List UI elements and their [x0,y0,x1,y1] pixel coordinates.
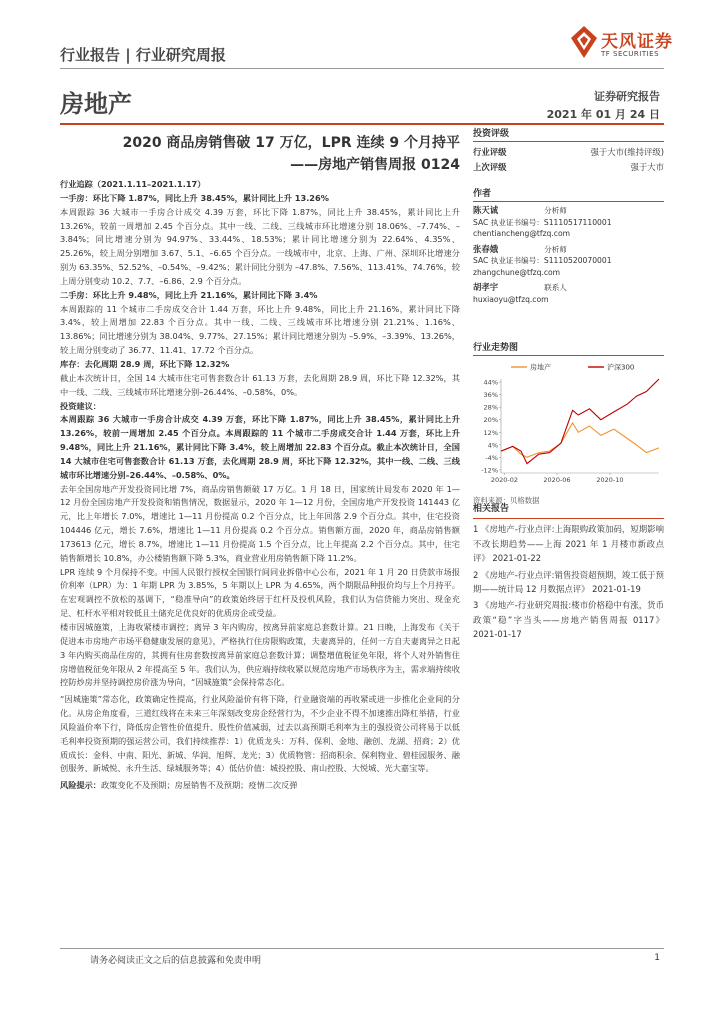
author-email[interactable]: zhangchune@tfzq.com [473,267,561,277]
logo-mark-icon [571,26,597,58]
section-heading: 行业追踪（2021.1.11–2021.1.17） [60,179,206,189]
paragraph: 楼市因城施策，上海收紧楼市调控；离异 3 年内购房，按离异前家庭总套数计算。21 日晚，上海发布《关于促进本市房地产市场平稳健康发展的意见》，严格执行住房限购政策，夫妻离异的，任何一方自夫妻离异之日起 3 年内购买商品住房的，其拥有住房套数按离异前家庭总套数计算；调整增值税征免年限，将个人对外销售住房增值税征免年限从 2 年提高至 5 年。我们认为，供应端持续收紧以规范房地产市场秩序为主，需求端持续收控防炒房并坚持调控房价涨为导向，“因城施策”会保持常态化。 [60,622,460,688]
trend-chart-panel [473,340,664,506]
page-number: 1 [654,953,660,963]
related-report-item[interactable] [473,522,664,565]
report-date: 2021 年 01 月 24 日 [546,108,660,121]
last-rating-value: 强于大市 [630,162,664,172]
author-entry [473,244,664,279]
header-divider [60,68,664,69]
report-subtitle: ——房地产销售周报 0124 [290,157,460,173]
related-report-title[interactable]: 2 《房地产-行业点评:销售投资超预期，竣工低于预期——统计局 12 月数据点评》 [473,569,664,595]
author-entry [473,205,664,240]
author-role: 分析师 [544,206,567,215]
related-report-title[interactable]: 1 《房地产-行业点评:上海限购政策加码，短期影响不改长期趋势——上海 2021 年 1 月楼市新政点评》 [473,524,664,564]
rating-panel [473,126,664,175]
section-heading: 投资建议： [60,400,101,411]
authors-heading: 作者 [473,186,664,202]
series-line [501,379,659,464]
report-type-label: 行业报告 | 行业研究周报 [60,46,226,64]
related-reports-panel [473,502,664,644]
x-tick-label: 2020-06 [543,476,571,484]
paragraph: LPR 连续 9 个月保持不变。中国人民银行授权全国银行间同业拆借中心公布，2021 年 1 月 20 日贷款市场报价利率（LPR）为：1 年期 LPR 为 3.85%，5 年期以上 LPR 为 4.65%，两个期限品种报价均与上个月持平。在宏观调控不放松的基调下，“稳准导向”的政策始终居于红杆及投机风险，我们认为信贷能力突出、现金充足、杠杆水平相对较低且土储充足优良好的优质房企或受益。 [60,566,460,619]
author-name: 张春娥 [473,243,499,254]
y-tick-label: 4% [487,441,498,450]
paragraph-bold: 本周跟踪 36 大城市一手房合计成交 4.39 万套，环比下降 1.87%，同比上升 38.45%，累计同比上升 13.26%，较前一周增加 2.45 个百分点。本周跟踪的 11 个城市二手房成交合计 1.44 万套，环比上升 9.48%，同比上升 21.16%，累计同比下降 3.4%，较上周增加 22.83 个百分点。截止本次统计日，全国 14 大城市住宅可售套数合计 61.13 万套，去化周期 28.9 周，环比下降 12.32%，其中一线、二线、三线城市环比增速分别–26.44%、–0.58%、0%。 [60,414,460,480]
section-subheading: 库存：去化周期 28.9 周，环比下降 12.32% [60,358,230,369]
section-subheading: 二手房：环比上升 9.48%，同比上升 21.16%，累计同比下降 3.4% [60,289,318,300]
y-tick-label: 44% [483,378,498,387]
y-tick-label: -12% [481,466,498,475]
logo-english-name: TF SECURITIES [601,50,660,58]
report-title: 2020 商品房销售破 17 万亿，LPR 连续 9 个月持平 [122,135,460,151]
rating-heading: 投资评级 [473,126,664,142]
y-tick-label: 20% [483,416,498,425]
related-report-date: 2021-01-22 [492,553,542,564]
author-name: 陈天诚 [473,205,499,215]
author-email[interactable]: chentiancheng@tfzq.com [473,229,571,238]
risk-label: 风险提示： [60,780,101,791]
rating-row [473,145,664,160]
section-subheading: 一手房：环比下降 1.87%，同比上升 38.45%，累计同比上升 13.26% [60,192,329,203]
author-sac: SAC 执业证书编号：S1110520070001 [473,256,612,265]
rating-label: 行业评级 [473,147,507,157]
author-entry [473,282,664,305]
y-tick-label: 28% [483,403,498,412]
author-email[interactable]: huxiaoyu@tfzq.com [473,294,549,304]
related-report-item[interactable] [473,568,664,597]
y-tick-label: 12% [483,428,498,437]
legend-label: 房地产 [530,363,551,372]
footer-disclaimer: 请务必阅读正文之后的信息披露和免责申明 [90,956,262,966]
series-line [501,423,659,457]
author-role: 联系人 [544,283,567,292]
rating-value: 强于大市(维持评级) [590,147,664,157]
report-kind: 证券研究报告 [594,90,660,103]
chart-source: 资料来源：贝格数据 [473,496,540,505]
y-tick-label: -4% [485,453,498,462]
last-rating-row [473,160,664,175]
author-role: 分析师 [544,244,567,254]
last-rating-label: 上次评级 [473,162,507,172]
title-divider [60,123,664,125]
author-sac: SAC 执业证书编号：S1110517110001 [473,217,612,227]
x-tick-label: 2020-10 [596,476,624,484]
paragraph: 本周跟踪的 11 个城市二手房成交合计 1.44 万套，环比上升 9.48%，同比上升 21.16%，累计同比下降 3.4%，较上周增加 22.83 个百分点。其中一线、二线、三线城市环比增速分别 21.21%、1.16%、13.86%；同比增速分别为 38.04%、9.77%、27.15%；累计同比增速分别为 –5.9%、–3.39%、13.26%，较上周分别变动了 36.77、11.41、17.72 个百分点。 [60,303,460,356]
related-report-item[interactable] [473,598,664,641]
paragraph: 本周跟踪 36 大城市一手房合计成交 4.39 万套，环比下降 1.87%，同比上升 38.45%，累计同比上升 13.26%，较前一周增加 2.45 个百分点。其中一线、二线、三线城市环比增速分别 18.06%、–7.74%、–3.84%；同比增速分别为 94.97%、33.44%、18.53%；累计同比增速分别为 22.64%、4.35%、25.26%，较上周分别增加 3.67、5.1、–6.65 个百分点。一线城市中，北京、上海、广州、深圳环比增速分别为 63.35%、52.52%、–0.54%、–9.42%；累计同比分别为 –47.8%、7.56%、113.41%、74.76%，较上周分别变动 10.2、7.7、–6.86、2.9 个百分点。 [60,206,460,286]
related-report-date: 2021-01-17 [473,629,522,640]
legend-label: 沪深300 [607,363,635,372]
x-tick-label: 2020-02 [490,476,519,484]
trend-chart [473,359,664,489]
related-report-date: 2021-01-19 [592,584,641,595]
trend-heading: 行业走势图 [473,340,664,356]
risk-text: 政策变化不及预期；房屋销售不及预期；疫情二次反弹 [100,780,298,791]
authors-panel [473,186,664,305]
y-tick-label: 36% [483,391,498,400]
paragraph: 去年全国房地产开发投资同比增 7%，商品房销售额破 17 万亿。1 月 18 日，国家统计局发布 2020 年 1—12 月份全国房地产开发投资和销售情况，数据显示，2020 年 1—12 月份，全国房地产开发投资 141443 亿元，比上年增长 7.0%，增速比 1—11 月份提高 0.2 个百分点，比上年回落 2.9 个百分点。其中，住宅投资 104446 亿元，增长 7.6%，增速比 1—11 月份提高 0.2 个百分点。销售额方面，2020 年，商品房销售额 173613 亿元，增长 8.7%，增速比 1—11 月份提高 1.5 个百分点，比上年提高 2.2 个百分点。其中，住宅销售额增长 10.8%，办公楼销售额下降 5.3%，商业营业用房销售额下降 11.2%。 [60,483,460,563]
paragraph: “因城施策”常态化，政策确定性提高，行业风险溢价有将下降，行业融资端的再收紧或进一步推化企业间的分化。从房企角度看，三道红线将在未来三年深刻改变房企经营行为，不少企业不得不加速推出降杠举措，行业风险溢价率下行，降低房企管性价值提升、股性价值减弱，过去以高预期毛利率为主的强投资公司将易于以低毛利率投资预期的强运营公司，我们持续推荐：1）优质龙头：万科、保利、金地、融创、龙湖、招商；2）优质成长：金科、中南、阳光、新城、华润、旭辉、龙光；3）优质物管：招商积余、保利物业、碧桂园服务、融创服务、新城悦、永升生活、绿城服务等；4）低估价值：城投控股、南山控股、大悦城、光大嘉宝等。 [60,694,460,774]
main-content [60,178,460,793]
footer-divider [60,948,664,949]
risk-warning [60,779,460,793]
industry-title: 房地产 [60,90,132,118]
author-name: 胡孝宇 [473,282,499,292]
company-logo [571,20,671,70]
related-heading: 相关报告 [473,502,664,519]
paragraph: 截止本次统计日，全国 14 大城市住宅可售套数合计 61.13 万套，去化周期 28.9 周，环比下降 12.32%，其中一线、二线、三线城市环比增速分别–26.44%、–0.58%、0%。 [60,372,460,397]
related-report-title[interactable]: 3 《房地产-行业研究周报:楼市价格稳中有涨，货币政策“稳”字当头——房地产销售周报 0117》 [473,600,664,625]
logo-chinese-name: 天风证券 [601,32,673,52]
